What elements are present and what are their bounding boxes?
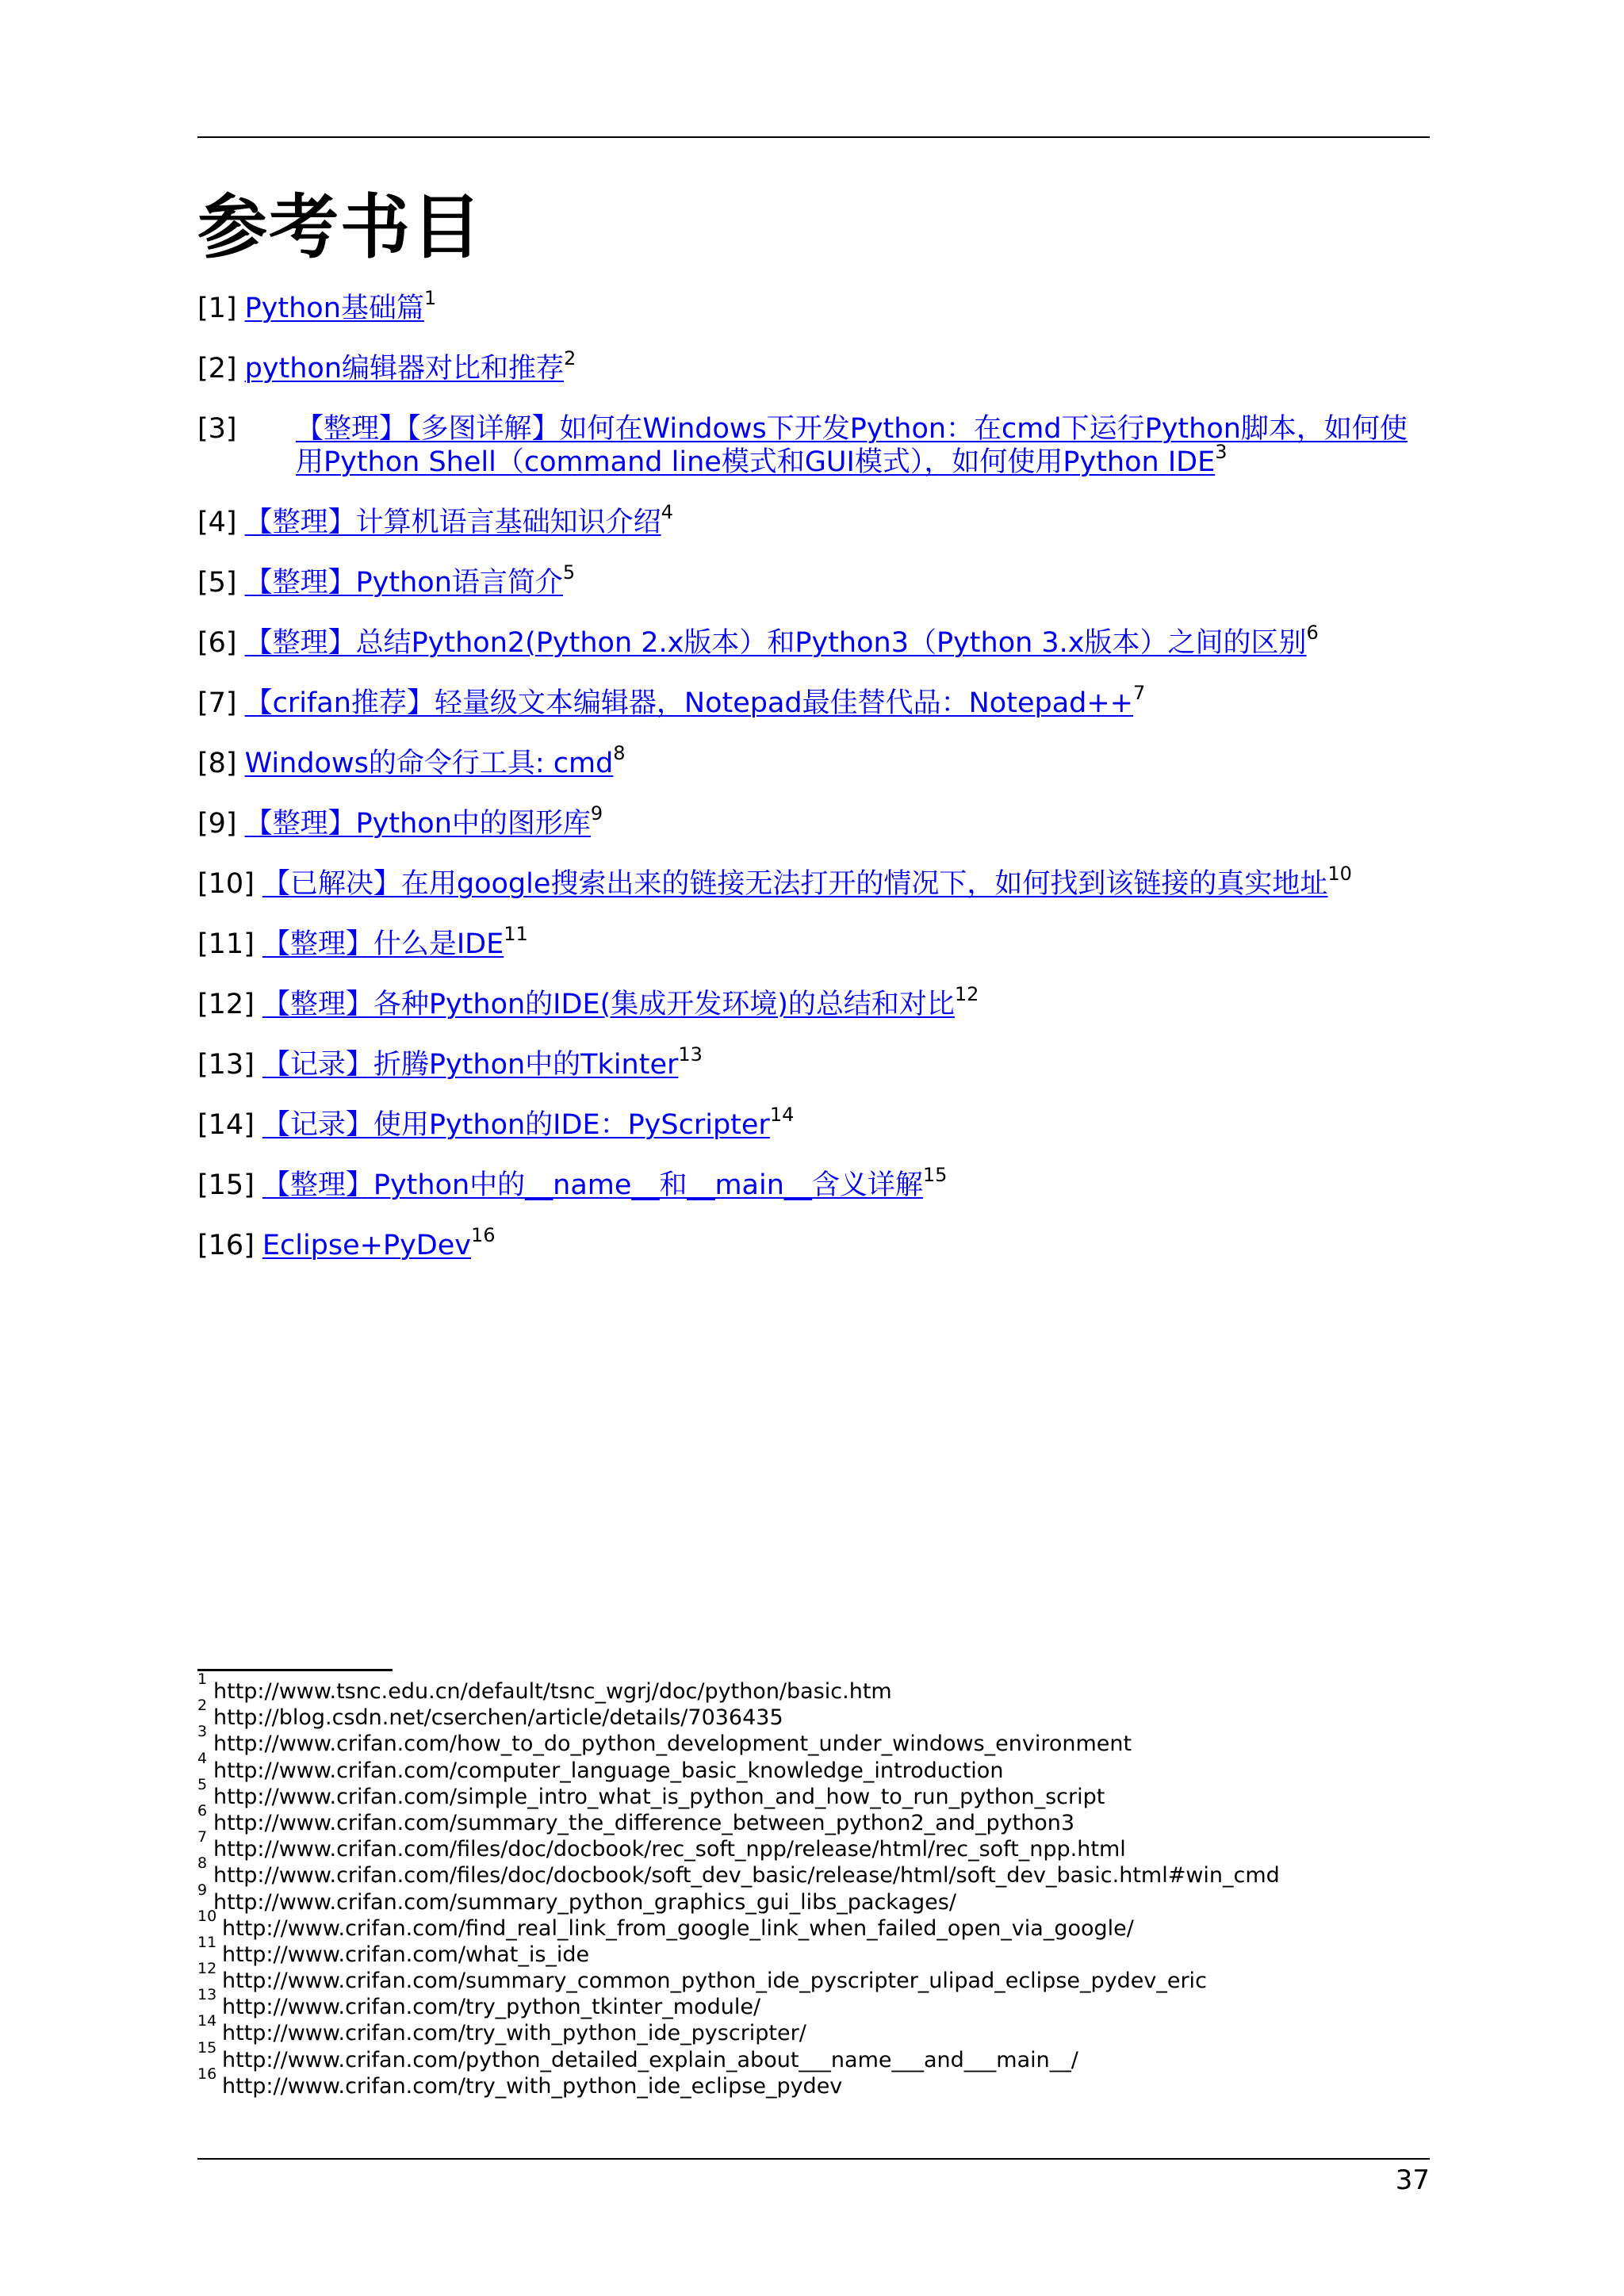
footnote [197, 1933, 1430, 1968]
footnote-marker[interactable]: 9 [590, 802, 603, 825]
reference-item [197, 1104, 1430, 1142]
reference-number: [7] [197, 687, 237, 719]
reference-item [197, 287, 1430, 325]
footnote-number: 7 [197, 1828, 208, 1846]
reference-number: [15] [197, 1169, 255, 1201]
reference-link[interactable]: 【记录】折腾Python中的Tkinter [262, 1049, 679, 1081]
reference-number: [10] [197, 868, 255, 900]
reference-link[interactable]: 【整理】计算机语言基础知识介绍 [244, 507, 661, 538]
footnote-number: 11 [197, 1933, 217, 1951]
footnote-number: 16 [197, 2064, 217, 2083]
footnote [197, 1854, 1430, 1888]
footnote-number: 12 [197, 1960, 217, 1978]
footnote-marker[interactable]: 16 [471, 1224, 496, 1246]
reference-number: [5] [197, 567, 237, 599]
bibliography-list [197, 287, 1430, 1289]
footnote [197, 1986, 1430, 2020]
reference-link[interactable]: 【整理】Python中的图形库 [244, 808, 591, 840]
reference-link[interactable]: 【整理】Python中的__name__和__main__含义详解 [262, 1169, 923, 1201]
footnote [197, 1723, 1430, 1757]
footnote-url: http://www.tsnc.edu.cn/default/tsnc_wgrj/doc/python/basic.htm [213, 1679, 892, 1704]
footnote-number: 14 [197, 2012, 217, 2030]
reference-link[interactable]: 【整理】总结Python2(Python 2.x版本）和Python3（Python 3.x版本）之间的区别 [244, 627, 1307, 659]
footnote-marker[interactable]: 10 [1327, 863, 1352, 885]
footnote-url: http://blog.csdn.net/cserchen/article/details/7036435 [213, 1705, 783, 1731]
footnote-url: http://www.crifan.com/try_python_tkinter_module/ [222, 1995, 761, 2020]
footnote-marker[interactable]: 6 [1306, 622, 1319, 644]
footnote-number: 9 [197, 1881, 208, 1899]
reference-number: [2] [197, 353, 237, 385]
reference-item [197, 412, 1430, 479]
reference-link[interactable]: 【已解决】在用google搜索出来的链接无法打开的情况下，如何找到该链接的真实地址 [262, 868, 1328, 900]
reference-item [197, 983, 1430, 1021]
footnote-list [197, 1670, 1430, 2099]
footnote [197, 1775, 1430, 1810]
reference-item [197, 1043, 1430, 1081]
footnote-number: 15 [197, 2038, 217, 2057]
reference-link[interactable]: Python基础篇 [244, 293, 424, 324]
reference-number: [14] [197, 1109, 255, 1141]
reference-number: [4] [197, 507, 237, 538]
footnote [197, 2064, 1430, 2099]
footnote [197, 1828, 1430, 1862]
footnote-marker[interactable]: 12 [954, 983, 979, 1005]
footnote-number: 4 [197, 1749, 208, 1767]
reference-link[interactable]: 【整理】什么是IDE [262, 928, 504, 960]
footnote-separator [197, 1669, 393, 1671]
footnote-url: http://www.crifan.com/try_with_python_ide_eclipse_pydev [222, 2073, 843, 2099]
page-number: 37 [1395, 2164, 1430, 2196]
footnote-number: 5 [197, 1775, 208, 1793]
reference-link[interactable]: 【记录】使用Python的IDE：PyScripter [262, 1109, 770, 1141]
footnote [197, 1801, 1430, 1836]
footer-rule [197, 2158, 1430, 2160]
reference-link[interactable]: 【整理】各种Python的IDE(集成开发环境)的总结和对比 [262, 989, 955, 1020]
footnote-marker[interactable]: 8 [613, 742, 626, 764]
reference-number: [1] [197, 293, 237, 324]
footnote [197, 1907, 1430, 1942]
footnote-url: http://www.crifan.com/what_is_ide [222, 1942, 590, 1967]
reference-link[interactable]: Windows的命令行工具: cmd [244, 748, 614, 779]
footnote-url: http://www.crifan.com/files/doc/docbook/soft_dev_basic/release/html/soft_dev_basic.html#win_cmd [213, 1863, 1280, 1888]
reference-item [197, 682, 1430, 720]
footnote-url: http://www.crifan.com/python_detailed_explain_about___name___and___main__/ [222, 2047, 1078, 2072]
footnote [197, 1697, 1430, 1731]
reference-link[interactable]: Eclipse+PyDev [262, 1230, 471, 1261]
footnote-marker[interactable]: 2 [564, 347, 576, 369]
reference-item [197, 1164, 1430, 1202]
reference-number: [13] [197, 1049, 255, 1081]
footnote-marker[interactable]: 11 [504, 923, 528, 945]
reference-item [197, 561, 1430, 599]
footnote-number: 10 [197, 1907, 217, 1925]
footnote [197, 1749, 1430, 1784]
reference-number: [9] [197, 808, 237, 840]
reference-item [197, 1224, 1430, 1262]
footnote-url: http://www.crifan.com/files/doc/docbook/rec_soft_npp/release/html/rec_soft_npp.html [213, 1837, 1126, 1862]
footnote-marker[interactable]: 1 [423, 287, 437, 309]
reference-item [197, 923, 1430, 961]
footnote-number: 13 [197, 1986, 217, 2004]
footnote-marker[interactable]: 13 [678, 1043, 703, 1066]
page-title: 参考书目 [197, 186, 484, 268]
reference-number: [8] [197, 748, 237, 779]
reference-number: [12] [197, 989, 255, 1020]
reference-number: [3] [197, 413, 237, 445]
footnote [197, 1881, 1430, 1915]
footnote-number: 8 [197, 1854, 208, 1873]
footnote-marker[interactable]: 7 [1133, 682, 1146, 704]
footnote-marker[interactable]: 15 [922, 1164, 948, 1186]
footnote-number: 3 [197, 1723, 208, 1741]
footnote-url: http://www.crifan.com/how_to_do_python_development_under_windows_environment [213, 1732, 1132, 1757]
footnote-marker[interactable]: 5 [562, 561, 576, 584]
footnote-url: http://www.crifan.com/find_real_link_from_google_link_when_failed_open_via_google/ [222, 1915, 1134, 1941]
footnote-url: http://www.crifan.com/summary_common_python_ide_pyscripter_ulipad_eclipse_pydev_eric [222, 1969, 1207, 1994]
reference-number: [16] [197, 1230, 255, 1261]
reference-link[interactable]: 【crifan推荐】轻量级文本编辑器，Notepad最佳替代品：Notepad++ [244, 687, 1134, 719]
footnote-url: http://www.crifan.com/summary_the_difference_between_python2_and_python3 [213, 1810, 1075, 1835]
footnote [197, 1960, 1430, 1994]
reference-item [197, 863, 1430, 901]
reference-number: [11] [197, 928, 255, 960]
footnote-url: http://www.crifan.com/summary_python_graphics_gui_libs_packages/ [213, 1889, 956, 1915]
footnote-url: http://www.crifan.com/try_with_python_ide_pyscripter/ [222, 2021, 806, 2046]
reference-item [197, 501, 1430, 539]
reference-number: [6] [197, 627, 237, 659]
reference-item [197, 802, 1430, 840]
footnote [197, 2012, 1430, 2046]
footnote-url: http://www.crifan.com/computer_language_basic_knowledge_introduction [213, 1758, 1004, 1783]
footnote-url: http://www.crifan.com/simple_intro_what_is_python_and_how_to_run_python_script [213, 1784, 1105, 1809]
footnote-number: 6 [197, 1801, 208, 1820]
reference-link[interactable]: python编辑器对比和推荐 [244, 353, 565, 385]
footnote-number: 1 [197, 1670, 208, 1688]
reference-link[interactable]: 【整理】【多图详解】如何在Windows下开发Python：在cmd下运行Python脚本，如何使用Python Shell（command line模式和GUI模式），如何使用Python IDE [296, 413, 1408, 478]
footnote-marker[interactable]: 3 [1215, 441, 1228, 463]
header-rule [197, 136, 1430, 138]
reference-item [197, 347, 1430, 385]
footnote-marker[interactable]: 14 [769, 1104, 795, 1126]
footnote [197, 2038, 1430, 2073]
reference-link[interactable]: 【整理】Python语言简介 [244, 567, 563, 599]
footnote [197, 1670, 1430, 1705]
footnote-number: 2 [197, 1697, 208, 1715]
reference-item [197, 742, 1430, 780]
footnote-marker[interactable]: 4 [661, 501, 673, 523]
reference-item [197, 622, 1430, 660]
